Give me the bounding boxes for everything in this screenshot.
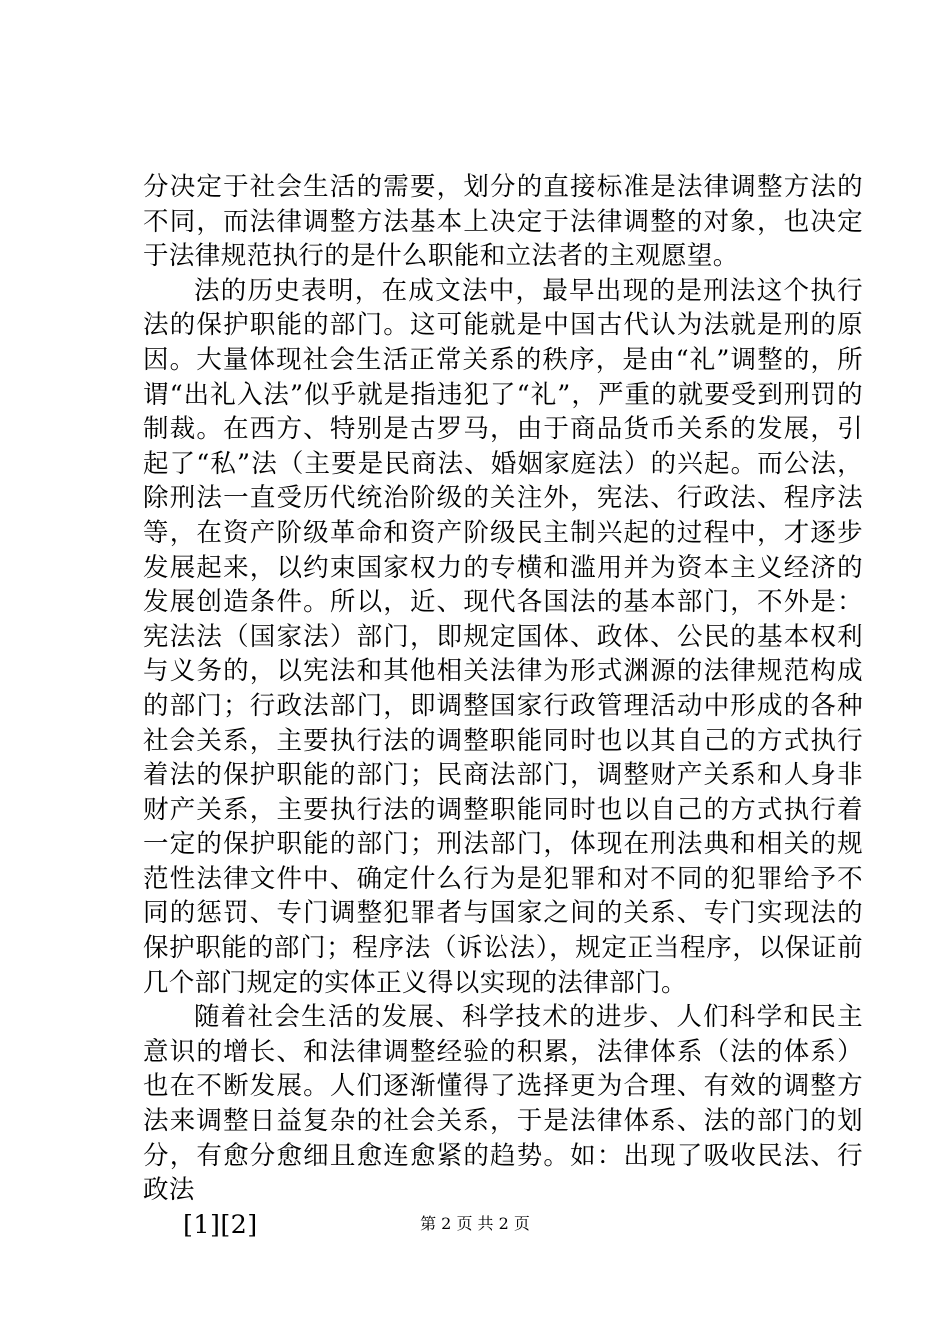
paragraph-legal-history: 法的历史表明，在成文法中，最早出现的是刑法这个执行法的保护职能的部门。这可能就是中国古代认为法就是刑的原因。大量体现社会生活正常关系的秩序，是由“礼”调整的，所谓“出礼入法”似乎就是指违犯了“礼”，严重的就要受到刑罚的制裁。在西方、特别是古罗马，由于商品货币关系的发展，引起了“私”法（主要是民商法、婚姻家庭法）的兴起。而公法，除刑法一直受历代统治阶级的关注外，宪法、行政法、程序法等，在资产阶级革命和资产阶级民主制兴起的过程中，才逐步发展起来，以约束国家权力的专横和滥用并为资本主义经济的发展创造条件。所以，近、现代各国法的基本部门，不外是：宪法法（国家法）部门，即规定国体、政体、公民的基本权利与义务的，以宪法和其他相关法律为形式渊源的法律规范构成的部门；行政法部门，即调整国家行政管理活动中形成的各种社会关系，主要执行法的调整职能同时也以其自己的方式执行着法的保护职能的部门；民商法部门，调整财产关系和人身非财产关系，主要执行法的调整职能同时也以自己的方式执行着一定的保护职能的部门；刑法部门，体现在刑法典和相关的规范性法律文件中、确定什么行为是犯罪和对不同的犯罪给予不同的惩罚、专门调整犯罪者与国家之间的关系、专门实现法的保护职能的部门；程序法（诉讼法），规定正当程序，以保证前几个部门规定的实体正义得以实现的法律部门。 xyxy=(143,275,863,998)
paragraph-continuation: 分决定于社会生活的需要，划分的直接标准是法律调整方法的不同，而法律调整方法基本上决定于法律调整的对象，也决定于法律规范执行的是什么职能和立法者的主观愿望。 xyxy=(143,172,863,272)
footnote-references: [1][2] xyxy=(183,1209,258,1240)
page-number-footer: 第 2 页 共 2 页 xyxy=(420,1214,530,1233)
paragraph-legal-system-development: 随着社会生活的发展、科学技术的进步、人们科学和民主意识的增长、和法律调整经验的积累，法律体系（法的体系）也在不断发展。人们逐渐懂得了选择更为合理、有效的调整方法来调整日益复杂的社会关系，于是法律体系、法的部门的划分，有愈分愈细且愈连愈紧的趋势。如：出现了吸收民法、行政法 xyxy=(143,1002,863,1206)
document-body xyxy=(143,170,863,1242)
